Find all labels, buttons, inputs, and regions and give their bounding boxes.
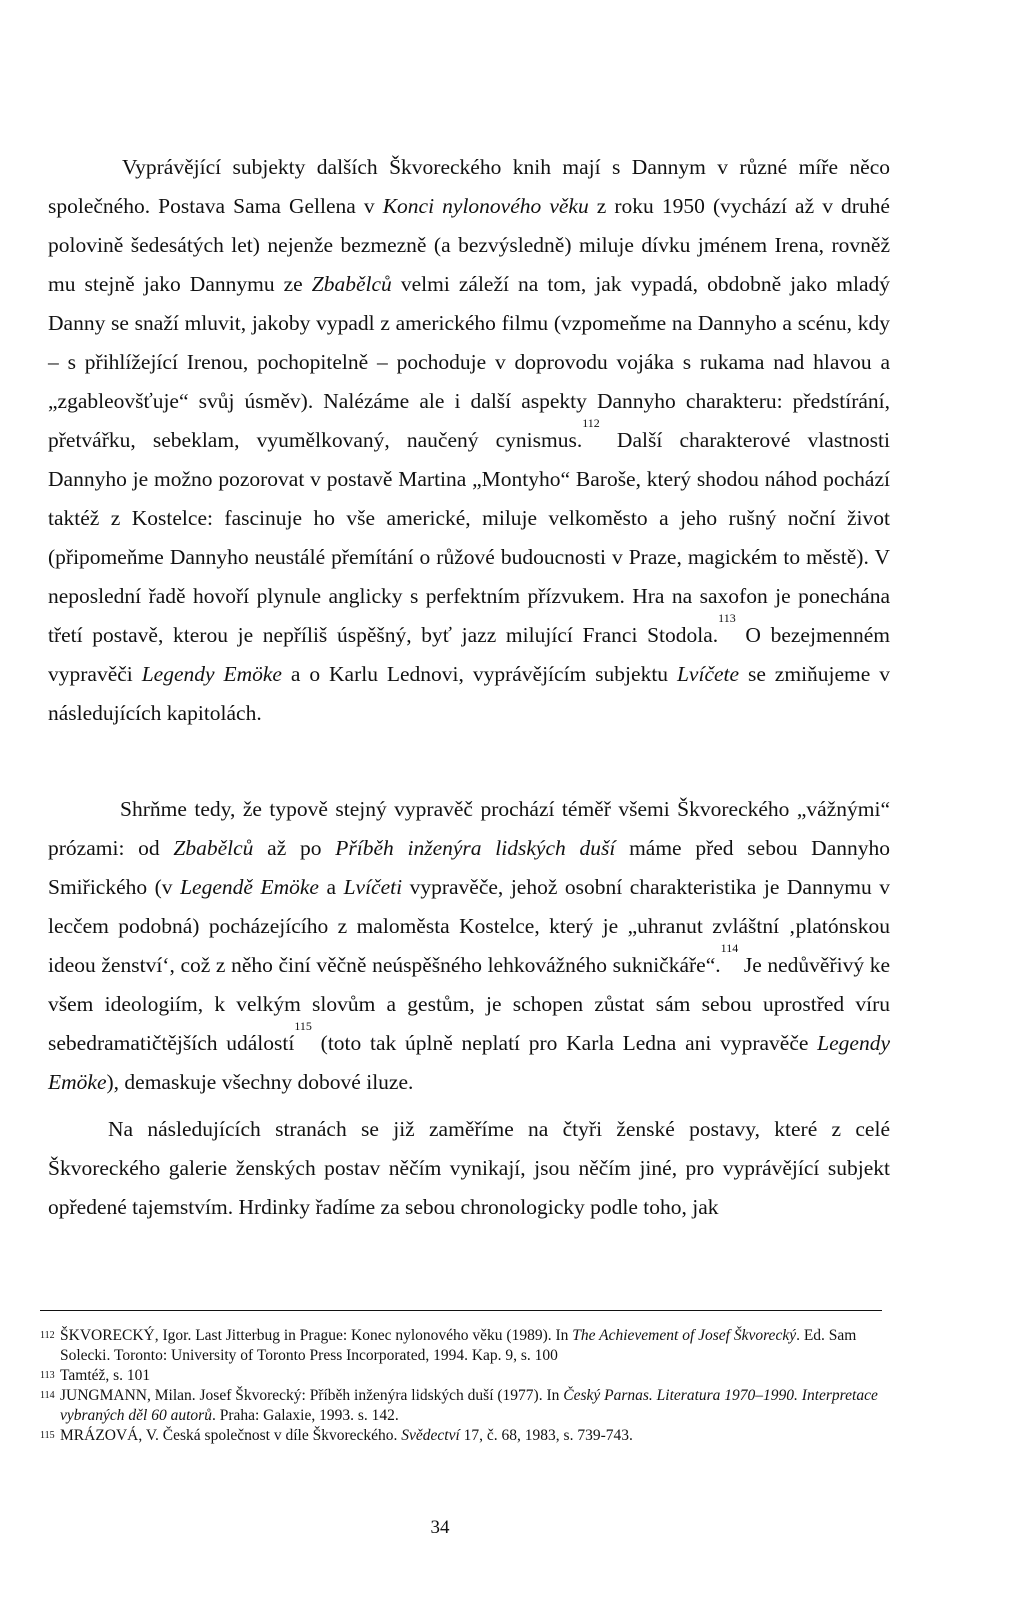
italic-title: Legendy Emöke xyxy=(48,1031,890,1094)
footnote-text: Tamtéž, s. 101 xyxy=(60,1367,151,1384)
italic-title: Legendy Emöke xyxy=(141,662,282,686)
footnote-reference[interactable]: 115 xyxy=(294,1019,312,1033)
footnote xyxy=(40,1326,902,1366)
body-paragraph: Shrňme tedy, že typově stejný vypravěč prochází téměř všemi Škvoreckého „vážnými“ prózami: od Zbabělců až po Příběh inženýra lidských duší máme před sebou Dannyho Smiřického (v Legendě Emöke a Lvíčeti vypravěče, jehož osobní charakteristika je Dannymu v lecčem podobná) pocházejícího z maloměsta Kostelce, který je „uhranut zvláštní ‚platónskou ideou ženství‘, což z něho činí věčně neúspěšného lehkovážného sukničkáře“.$^{114}$ Je nedůvěřivý ke všem ideologiím, k velkým slovům a gestům, je schopen zůstat sám sebou uprostřed víru sebedramatičtějších událostí$^{115}$ (toto tak úplně neplatí pro Karla Ledna ani vypravěče Legendy Emöke), demaskuje všechny dobové iluze. xyxy=(48,797,891,1094)
italic-title: Legendě Emöke xyxy=(180,875,319,899)
italic-title: Lvíčeti xyxy=(343,875,403,899)
footnote-separator xyxy=(40,1310,882,1311)
footnote-reference[interactable]: 114 xyxy=(720,941,739,955)
footnote-number: 113 xyxy=(40,1370,55,1381)
italic-title: Zbabělců xyxy=(311,272,392,296)
footnote-number: 112 xyxy=(40,1330,55,1341)
footnote-text: MRÁZOVÁ, V. Česká společnost v díle Škvoreckého. Svědectví 17, č. 68, 1983, s. 739-743. xyxy=(60,1427,633,1444)
italic-title: The Achievement of Josef Škvorecký xyxy=(572,1327,797,1344)
footnote xyxy=(40,1426,902,1446)
body-paragraph: Na následujících stranách se již zaměříme na čtyři ženské postavy, které z celé Škvoreckého galerie ženských postav něčím vynikají, jsou něčím jiné, pro vyprávějící subjekt opředené tajemstvím. Hrdinky řadíme za sebou chronologicky podle toho, jak xyxy=(48,1117,890,1219)
italic-title: Příběh inženýra lidských duší xyxy=(335,836,616,860)
footnote-reference[interactable]: 113 xyxy=(718,611,736,625)
italic-title: Zbabělců xyxy=(173,836,254,860)
page-number: 34 xyxy=(430,1517,450,1538)
footnote-reference[interactable]: 112 xyxy=(582,416,600,430)
italic-title: Český Parnas. Literatura 1970–1990. Interpretace vybraných děl 60 autorů xyxy=(60,1387,878,1424)
footnote-text: JUNGMANN, Milan. Josef Škvorecký: Příběh inženýra lidských duší (1977). In Český Parnas. Literatura 1970–1990. Interpretace vybraných děl 60 autorů. Praha: Galaxie, 1993. s. 142. xyxy=(60,1387,878,1424)
footnote xyxy=(40,1366,902,1386)
footnote-number: 115 xyxy=(40,1430,55,1441)
footnote-text: ŠKVORECKÝ, Igor. Last Jitterbug in Prague: Konec nylonového věku (1989). In The Achievement of Josef Škvorecký. Ed. Sam Solecki. Toronto: University of Toronto Press Incorporated, 1994. Kap. 9, s. 100 xyxy=(60,1327,857,1364)
footnotes-list xyxy=(40,1326,902,1446)
body-paragraph: Vyprávějící subjekty dalších Škvoreckého knih mají s Dannym v různé míře něco společného. Postava Sama Gellena v Konci nylonového věku z roku 1950 (vychází až v druhé polovině šedesátých let) nejenže bezmezně (a bezvýsledně) miluje dívku jménem Irena, rovněž mu stejně jako Dannymu ze Zbabělců velmi záleží na tom, jak vypadá, obdobně jako mladý Danny se snaží mluvit, jakoby vypadl z amerického filmu (vzpomeňme na Dannyho a scénu, kdy – s přihlížející Irenou, pochopitelně – pochoduje v doprovodu vojáka s rukama nad hlavou a „zgableovšťuje“ svůj úsměv). Nalézáme ale i další aspekty Dannyho charakteru: předstírání, přetvářku, sebeklam, vyumělkovaný, naučený cynismus.$^{112}$ Další charakterové vlastnosti Dannyho je možno pozorovat v postavě Martina „Montyho“ Baroše, který shodou náhod pochází taktéž z Kostelce: fascinuje ho vše americké, miluje velkoměsto a jeho rušný noční život (připomeňme Dannyho neustálé přemítání o růžové budoucnosti v Praze, magickém to městě). V neposlední řadě hovoří plynule anglicky s perfektním přízvukem. Hra na saxofon je ponechána třetí postavě, kterou je nepříliš úspěšný, byť jazz milující Franci Stodola.$^{113}$ O bezejmenném vypravěči Legendy Emöke a o Karlu Lednovi, vyprávějícím subjektu Lvíčete se zmiňujeme v následujících kapitolách. xyxy=(48,155,890,725)
footnote-number: 114 xyxy=(40,1390,55,1401)
italic-title: Svědectví xyxy=(401,1427,460,1444)
italic-title: Lvíčete xyxy=(676,662,740,686)
footnote xyxy=(40,1386,902,1426)
italic-title: Konci nylonového věku xyxy=(382,194,589,218)
